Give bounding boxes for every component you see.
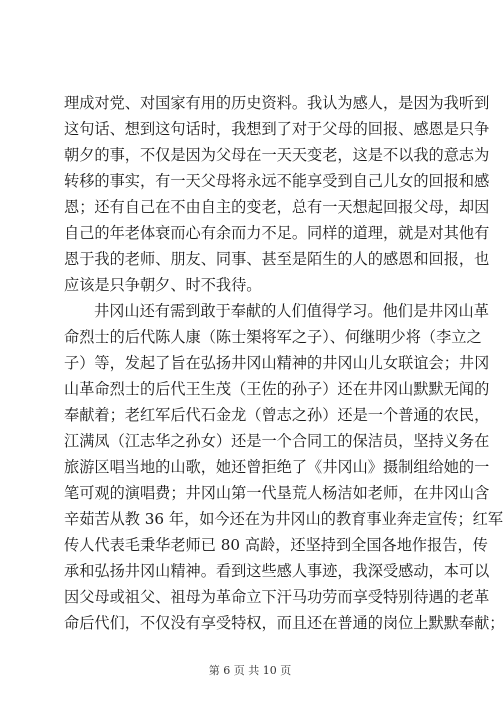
text-line: 传人代表毛秉华老师已 80 高龄，还坚持到全国各地作报告，传 (64, 536, 488, 554)
text-line: 江满凤（江志华之孙女）还是一个合同工的保洁员，坚持义务在 (64, 432, 490, 450)
text-line: 这句话、想到这句话时，我想到了对于父母的回报、感恩是只争 (64, 120, 490, 138)
text-line: 命烈士的后代陈人康（陈士榘将军之子）、何继明少将（李立之 (64, 328, 482, 346)
text-line: 承和弘扬井冈山精神。看到这些感人事迹，我深受感动，本可以 (64, 562, 490, 580)
text-line: 因父母或祖父、祖母为革命立下汗马功劳而享受特别待遇的老革 (64, 588, 490, 606)
text-line: 山革命烈士的后代王生茂（王佐的孙子）还在井冈山默默无闻的 (64, 380, 490, 398)
text-line: 奉献着；老红军后代石金龙（曾志之孙）还是一个普通的农民， (64, 406, 490, 424)
paragraph-2 (64, 298, 504, 636)
text-line: 子）等，发起了旨在弘扬井冈山精神的井冈山儿女联谊会；井冈 (64, 354, 490, 372)
text-line: 命后代们，不仅没有享受特权，而且还在普通的岗位上默默奉献； (64, 614, 504, 632)
paragraph-1 (64, 90, 490, 298)
page-footer: 第 6 页 共 10 页 (208, 664, 292, 677)
text-line: 笔可观的演唱费；井冈山第一代垦荒人杨洁如老师，在井冈山含 (64, 484, 490, 502)
text-line: 恩；还有自己在不由自主的变老，总有一天想起回报父母，却因 (64, 198, 490, 216)
text-line: 辛茹苦从教 36 年，如今还在为井冈山的教育事业奔走宣传；红军 (64, 510, 504, 528)
text-line: 井冈山还有需到敢于奉献的人们值得学习。他们是井冈山革 (94, 302, 489, 320)
text-line: 理成对党、对国家有用的历史资料。我认为感人，是因为我听到 (64, 94, 490, 112)
text-line: 转移的事实，有一天父母将永远不能享受到自己儿女的回报和感 (64, 172, 490, 190)
text-line: 自己的年老体衰而心有余而力不足。同样的道理，就是对其他有 (64, 224, 490, 242)
text-line: 恩于我的老师、朋友、同事、甚至是陌生的人的感恩和回报，也 (64, 250, 490, 268)
document-body (64, 90, 504, 636)
text-line: 旅游区唱当地的山歌，她还曾拒绝了《井冈山》摄制组给她的一 (64, 458, 490, 476)
text-line: 应该是只争朝夕、时不我待。 (64, 276, 262, 294)
text-line: 朝夕的事，不仅是因为父母在一天天变老，这是不以我的意志为 (64, 146, 490, 164)
